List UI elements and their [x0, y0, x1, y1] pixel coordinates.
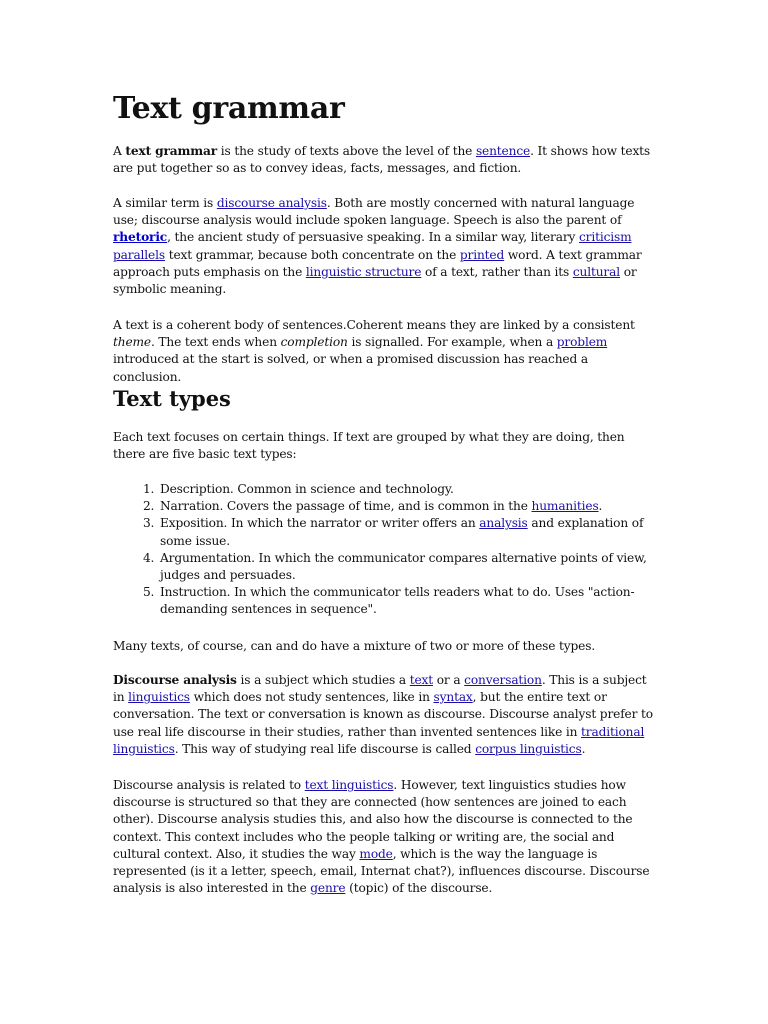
link-criticism[interactable]: criticism [578, 230, 632, 245]
list-item: 3. Exposition. In which the narrator or writer offers an analysis and explanation of some issue. [158, 515, 658, 549]
similar-term-paragraph: A similar term is discourse analysis. Both are mostly concerned with natural language use; discourse analysis would include spoken language. Speech is also the parent of rhetoric, the ancient study of persuasive speaking. In a similar way, literary criticism parallels text grammar, because both concentrate on the printed word. A text grammar approach puts emphasis on the linguistic structure of a text, rather than its cultural or symbolic meaning. [113, 196, 642, 297]
link-sentence[interactable]: sentence [475, 144, 531, 158]
link-discourse-analysis[interactable]: discourse analysis [216, 196, 327, 210]
em-completion: completion [280, 335, 348, 350]
term-discourse-analysis: Discourse analysis [113, 673, 237, 687]
link-rhetoric[interactable]: rhetoric [113, 230, 168, 245]
link-corpus-linguistics[interactable]: corpus linguistics [475, 741, 582, 756]
list-item: 5. Instruction. In which the communicator tells readers what to do. Uses "action-demanding sentences in sequence". [158, 584, 658, 618]
link-problem[interactable]: problem [556, 335, 608, 350]
discourse-analysis-paragraph: Discourse analysis is a subject which studies a text or a conversation. This is a subject in linguistics which does not study sentences, like in syntax, but the entire text or conversation. The text or conversation is known as discourse. Discourse analyst prefer to use real life discourse in their studies, rather than invented sentences like in traditional linguistics. This way of studying real life discourse is called corpus linguistics. [113, 673, 653, 756]
link-text-linguistics[interactable]: text linguistics [304, 778, 394, 792]
link-analysis[interactable]: analysis [479, 516, 528, 531]
list-item: 2. Narration. Covers the passage of time, and is common in the humanities. [158, 498, 658, 515]
list-item: 1. Description. Common in science and technology. [158, 481, 658, 498]
related-paragraph: Discourse analysis is related to text linguistics. However, text linguistics studies how discourse is structured so that they are connected (how sentences are joined to each other). Discourse analysis studies this, and also how the discourse is connected to the context. This context includes who the people talking or writing are, the social and cultural context. Also, it studies the way mode, which is the way the language is represented (is it a letter, speech, email, Internat chat?), influences discourse. Discourse analysis is also interested in the genre (topic) of the discourse. [113, 778, 650, 896]
intro-paragraph: A text grammar is the study of texts above the level of the sentence. It shows how texts are put together so as to convey ideas, facts, messages, and fiction. [113, 144, 651, 176]
link-genre[interactable]: genre [310, 881, 346, 896]
link-conversation[interactable]: conversation [464, 673, 542, 687]
mixture-paragraph: Many texts, of course, can and do have a mixture of two or more of these types. [113, 639, 596, 653]
link-linguistic-structure[interactable]: linguistic structure [305, 264, 422, 279]
term-text-grammar: text grammar [125, 144, 218, 158]
list-item: 4. Argumentation. In which the communicator compares alternative points of view, judges and persuades. [158, 550, 658, 584]
link-linguistics[interactable]: linguistics [128, 690, 190, 705]
link-syntax[interactable]: syntax [433, 690, 473, 705]
section-heading-text-types: Text types [113, 386, 231, 411]
link-humanities[interactable]: humanities [531, 499, 599, 514]
link-parallels[interactable]: parallels [113, 247, 165, 262]
link-text[interactable]: text [409, 673, 434, 687]
link-printed[interactable]: printed [459, 247, 505, 262]
coherent-paragraph: A text is a coherent body of sentences.Coherent means they are linked by a consistent theme. The text ends when completion is signalled. For example, when a problem introduced at the start is solved, or when a promised discussion has reached a conclusion. [113, 318, 635, 384]
text-types-intro: Each text focuses on certain things. If text are grouped by what they are doing, then there are five basic text types: [113, 430, 625, 462]
link-mode[interactable]: mode [359, 846, 393, 861]
page-title: Text grammar [113, 91, 345, 126]
text-types-list [113, 481, 658, 619]
em-theme: theme [113, 335, 151, 350]
link-traditional-linguistics[interactable]: traditional linguistics [113, 724, 645, 756]
link-cultural[interactable]: cultural [572, 264, 620, 279]
